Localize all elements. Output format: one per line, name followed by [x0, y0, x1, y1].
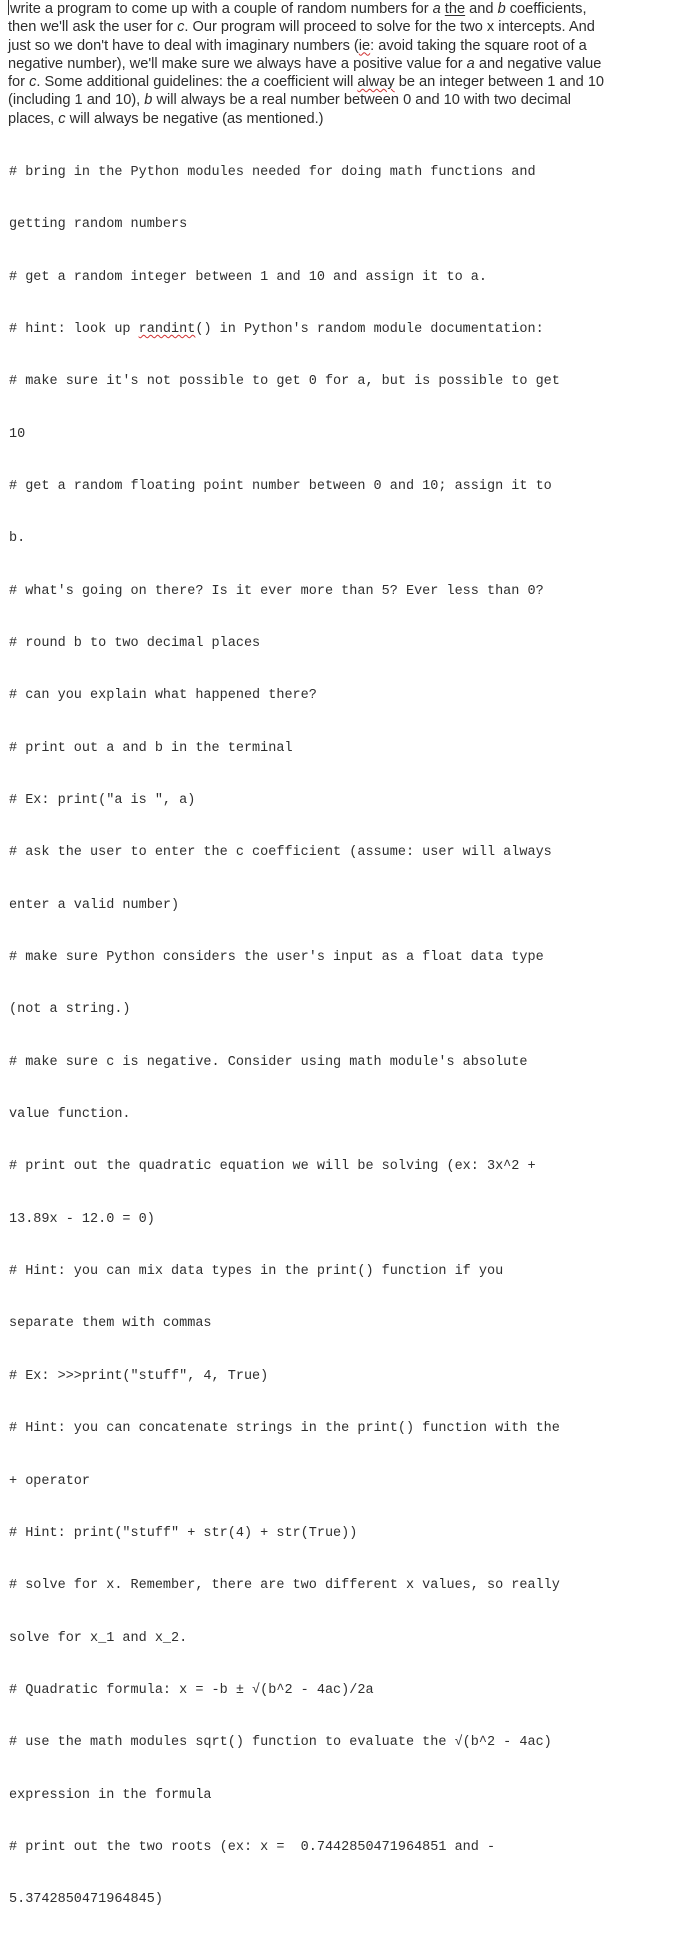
code-line: # solve for x. Remember, there are two different x values, so really: [9, 1578, 560, 1594]
code-line: # hint: look up randint() in Python's random module documentation:: [9, 321, 544, 337]
prose-line: for c. Some additional guidelines: the a coefficient will alway be an integer between 1 and 10: [8, 74, 605, 91]
prose-line: write a program to come up with a couple of random numbers for a the and b coefficients,: [10, 1, 587, 17]
code-line: 13.89x - 12.0 = 0): [9, 1211, 155, 1227]
code-line: # get a random floating point number between 0 and 10; assign it to: [9, 478, 552, 494]
code-line: 10: [9, 426, 26, 442]
code-line: + operator: [9, 1473, 91, 1489]
code-line: value function.: [9, 1107, 131, 1123]
code-line: # bring in the Python modules needed for doing math functions and: [9, 164, 536, 180]
prose-line: places, c will always be negative (as mentioned.): [8, 110, 324, 127]
code-line: # get a random integer between 1 and 10 and assign it to a.: [9, 269, 487, 285]
code-line: # Hint: print("stuff" + str(4) + str(True)): [9, 1525, 358, 1541]
code-line: # Quadratic formula: x = -b ± √(b^2 - 4ac)/2a: [9, 1682, 374, 1698]
spellcheck-word[interactable]: ie: [358, 37, 371, 54]
code-line: # make sure c is negative. Consider using math module's absolute: [9, 1054, 528, 1070]
code-line: # print out a and b in the terminal: [9, 740, 293, 756]
prose-line: just so we don't have to deal with imaginary numbers (ie: avoid taking the square root of a: [8, 37, 587, 54]
code-line: solve for x_1 and x_2.: [9, 1630, 188, 1646]
code-line: # print out the two roots (ex: x = 0.7442850471964851 and -: [9, 1839, 496, 1855]
code-line: enter a valid number): [9, 897, 180, 913]
prose-line: then we'll ask the user for c. Our program will proceed to solve for the two x intercepts. And: [8, 19, 595, 36]
code-line: getting random numbers: [9, 217, 188, 233]
code-line: # ask the user to enter the c coefficient (assume: user will always: [9, 845, 552, 861]
code-line: # round b to two decimal places: [9, 636, 261, 651]
code-line: # Ex: >>>print("stuff", 4, True): [9, 1368, 269, 1384]
code-line: # Ex: print("a is ", a): [9, 793, 196, 809]
code-line: # what's going on there? Is it ever more than 5? Ever less than 0?: [9, 583, 544, 599]
code-line: separate them with commas: [9, 1316, 212, 1332]
code-line: b.: [9, 531, 26, 547]
code-comments-block: [9, 129, 685, 1944]
prose-line: negative number), we'll make sure we always have a positive value for a and negative value: [8, 55, 602, 72]
spellcheck-word[interactable]: alway: [357, 74, 395, 91]
text-cursor: [8, 0, 9, 15]
code-line: expression in the formula: [9, 1787, 212, 1803]
code-line: # use the math modules sqrt() function to evaluate the √(b^2 - 4ac): [9, 1735, 552, 1751]
code-line: # Hint: you can mix data types in the print() function if you: [9, 1264, 504, 1280]
underlined-word: the: [444, 1, 466, 17]
code-line: # make sure Python considers the user's input as a float data type: [9, 950, 544, 966]
spellcheck-word[interactable]: randint: [138, 321, 196, 337]
code-line: # can you explain what happened there?: [9, 688, 317, 704]
code-line: (not a string.): [9, 1002, 131, 1018]
code-line: # Hint: you can concatenate strings in the print() function with the: [9, 1421, 560, 1437]
code-line: 5.3742850471964845): [9, 1892, 163, 1908]
code-line: # print out the quadratic equation we will be solving (ex: 3x^2 +: [9, 1159, 536, 1175]
prose-line: (including 1 and 10), b will always be a real number between 0 and 10 with two decimal: [8, 92, 571, 109]
assignment-description: [8, 0, 684, 128]
code-line: # make sure it's not possible to get 0 for a, but is possible to get: [9, 374, 560, 390]
